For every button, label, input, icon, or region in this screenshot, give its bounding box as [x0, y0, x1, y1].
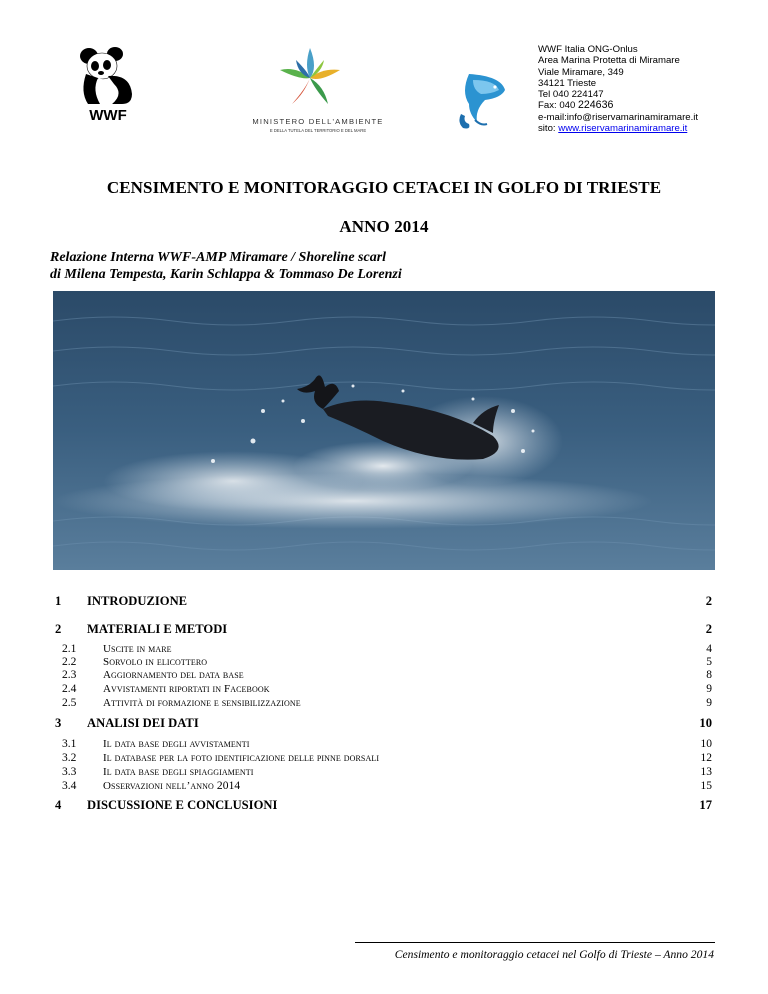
toc-number: 2.3	[62, 669, 77, 681]
ministero-logo	[240, 44, 395, 136]
footer-divider	[355, 942, 715, 943]
contact-street: Viale Miramare, 349	[538, 66, 624, 78]
toc-number: 2.4	[62, 683, 77, 695]
contact-site-label: sito:	[538, 123, 559, 135]
toc-page: 9	[706, 683, 712, 695]
toc-item-analisi-dei-dati[interactable]	[0, 716, 768, 732]
toc-page: 2	[705, 622, 712, 636]
document-year: ANNO 2014	[339, 217, 429, 236]
contact-area: Area Marina Protetta di Miramare	[538, 55, 680, 67]
toc-title: Il data base degli spiaggiamenti	[103, 766, 254, 778]
contact-site-link[interactable]: www.riservamarinamiramare.it	[558, 123, 688, 135]
toc-number: 4	[55, 798, 62, 812]
authors	[50, 250, 402, 283]
toc-page: 10	[699, 716, 712, 730]
fish-logo	[455, 70, 509, 132]
toc-subitem-osservazioni-2014[interactable]	[0, 780, 768, 796]
contact-site	[538, 123, 738, 134]
toc-page: 9	[706, 697, 712, 709]
toc-number: 2	[55, 622, 62, 636]
toc-title: Uscite in mare	[103, 643, 172, 655]
toc-title: ANALISI DEI DATI	[87, 716, 199, 730]
toc-page: 4	[706, 643, 712, 655]
toc-title: DISCUSSIONE E CONCLUSIONI	[87, 798, 278, 812]
toc-number: 2.5	[62, 697, 77, 709]
dolphin-photo	[53, 291, 715, 570]
toc-title-text: Osservazioni nell’anno	[103, 780, 214, 792]
toc-number: 3.3	[62, 766, 77, 778]
toc-number: 2.2	[62, 656, 77, 668]
toc-number: 3.1	[62, 738, 77, 750]
contact-fax-label: Fax: 040	[538, 100, 578, 112]
wwf-logo-text: WWF	[89, 107, 127, 124]
toc-page: 10	[700, 738, 712, 750]
toc-page: 5	[706, 656, 712, 668]
toc-title: Aggiornamento del data base	[103, 669, 244, 681]
toc-title: Avvistamenti riportati in Facebook	[103, 683, 270, 695]
toc-title: Attività di formazione e sensibilizzazione	[103, 697, 301, 709]
toc-page: 12	[700, 752, 712, 764]
ministero-logo-text: MINISTERO DELL'AMBIENTE	[252, 117, 384, 126]
toc-item-materiali-e-metodi[interactable]	[0, 622, 768, 638]
toc-item-discussione-e-conclusioni[interactable]	[0, 798, 768, 814]
toc-title: Il database per la foto identificazione delle pinne dorsali	[103, 752, 380, 764]
toc-number: 3.2	[62, 752, 77, 764]
contact-fax-number: 224636	[578, 99, 614, 112]
toc-subitem-attivita-formazione[interactable]	[0, 697, 768, 713]
toc-page: 15	[700, 780, 712, 792]
toc-page: 8	[706, 669, 712, 681]
toc-title: Il data base degli avvistamenti	[103, 738, 250, 750]
toc-title: MATERIALI E METODI	[87, 622, 228, 636]
toc-page: 13	[700, 766, 712, 778]
toc-item-introduzione[interactable]	[0, 594, 768, 610]
contact-tel: Tel 040 224147	[538, 89, 604, 101]
toc-title: Sorvolo in elicottero	[103, 656, 208, 668]
toc-number: 2.1	[62, 643, 77, 655]
contact-block	[538, 44, 738, 134]
contact-org: WWF Italia ONG-Onlus	[538, 44, 638, 55]
toc-page: 2	[705, 594, 712, 608]
ministero-logo-subtext: E DELLA TUTELA DEL TERRITORIO E DEL MARE	[269, 128, 367, 133]
document-title: CENSIMENTO E MONITORAGGIO CETACEI IN GOLFO DI TRIESTE	[106, 178, 662, 197]
authors-line-2: di Milena Tempesta, Karin Schlappa & Tommaso De Lorenzi	[50, 266, 402, 282]
page-footer: Censimento e monitoraggio cetacei nel Golfo di Trieste – Anno 2014	[394, 948, 714, 961]
contact-city: 34121 Trieste	[538, 77, 597, 89]
contact-email: e-mail:info@riservamarinamiramare.it	[538, 111, 699, 123]
toc-number: 3.4	[62, 780, 77, 792]
authors-line-1: Relazione Interna WWF-AMP Miramare / Shoreline scarl	[50, 250, 387, 265]
toc-number: 1	[55, 594, 62, 608]
toc-page: 17	[699, 798, 712, 812]
toc-number: 3	[55, 716, 62, 730]
toc-title-year: 2014	[213, 780, 241, 792]
toc-title: INTRODUZIONE	[87, 594, 188, 608]
wwf-logo	[78, 44, 138, 124]
contact-fax	[538, 100, 738, 111]
toc-title	[103, 780, 240, 792]
